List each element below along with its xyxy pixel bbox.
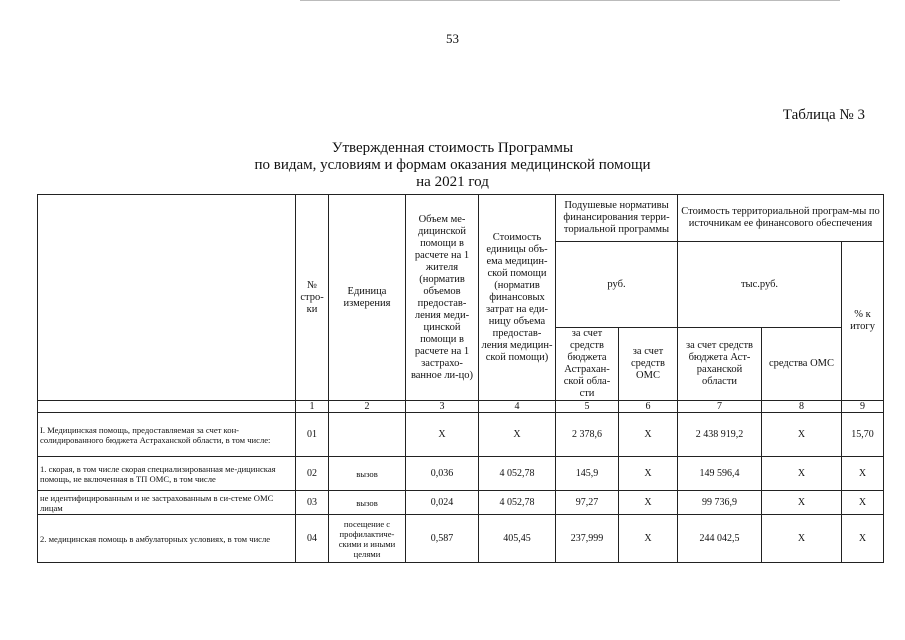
header-per-capita-group: Подушевые нормативы финансирования терри-ториальной программы bbox=[556, 195, 678, 242]
header-unit: Единица измерения bbox=[329, 195, 406, 401]
header-budget-rub: за счет средств бюджета Астрахан-ской обла-сти bbox=[556, 328, 619, 401]
table-row bbox=[38, 413, 884, 457]
row-budget-rub: 97,27 bbox=[556, 491, 619, 515]
table-row bbox=[38, 491, 884, 515]
row-oms-thous: Х bbox=[762, 413, 842, 457]
row-percent: Х bbox=[842, 515, 884, 563]
column-number: 8 bbox=[762, 401, 842, 413]
header-row-1 bbox=[38, 195, 884, 242]
header-unit-cost: Стоимость единицы объ-ема медицин-ской помощи (норматив финансовых затрат на еди-ницу объема предостав-ления медицин-ской помощи) bbox=[479, 195, 556, 401]
row-oms-thous: Х bbox=[762, 515, 842, 563]
top-rule bbox=[300, 0, 840, 1]
column-number-row bbox=[38, 401, 884, 413]
row-unit: вызов bbox=[329, 457, 406, 491]
row-cost: 4 052,78 bbox=[479, 457, 556, 491]
row-budget-thous: 99 736,9 bbox=[678, 491, 762, 515]
row-percent: Х bbox=[842, 457, 884, 491]
column-number-empty bbox=[38, 401, 296, 413]
row-name: 1. скорая, в том числе скорая специализированная ме-дицинская помощь, не включенная в ТП ОМС, в том числе bbox=[38, 457, 296, 491]
header-name-cell bbox=[38, 195, 296, 401]
row-oms-rub: Х bbox=[619, 413, 678, 457]
header-volume: Объем ме-дицинской помощи в расчете на 1 жителя (норматив объемов предостав-ления меди-цинской помощи в расчете на 1 застрахо-ванное ли-цо) bbox=[406, 195, 479, 401]
title-line-3: на 2021 год bbox=[416, 174, 489, 190]
row-budget-thous: 149 596,4 bbox=[678, 457, 762, 491]
header-oms-thous: средства ОМС bbox=[762, 328, 842, 401]
title-line-1: Утвержденная стоимость Программы bbox=[331, 140, 574, 156]
column-number: 7 bbox=[678, 401, 762, 413]
row-volume: Х bbox=[406, 413, 479, 457]
row-oms-rub: Х bbox=[619, 515, 678, 563]
row-cost: 4 052,78 bbox=[479, 491, 556, 515]
title-line-2: по видам, условиям и формам оказания медицинской помощи bbox=[254, 157, 651, 173]
header-budget-thous: за счет средств бюджета Аст-раханской области bbox=[678, 328, 762, 401]
table-row bbox=[38, 515, 884, 563]
row-no: 03 bbox=[296, 491, 329, 515]
column-number: 1 bbox=[296, 401, 329, 413]
column-number: 5 bbox=[556, 401, 619, 413]
header-rub: руб. bbox=[556, 242, 678, 328]
table-row bbox=[38, 457, 884, 491]
header-row-no: № стро-ки bbox=[296, 195, 329, 401]
column-number: 3 bbox=[406, 401, 479, 413]
header-oms-rub: за счет средств ОМС bbox=[619, 328, 678, 401]
row-name: 2. медицинская помощь в амбулаторных условиях, в том числе bbox=[38, 515, 296, 563]
row-no: 02 bbox=[296, 457, 329, 491]
row-oms-thous: Х bbox=[762, 457, 842, 491]
row-volume: 0,024 bbox=[406, 491, 479, 515]
cost-table bbox=[37, 194, 884, 563]
row-percent: 15,70 bbox=[842, 413, 884, 457]
row-volume: 0,036 bbox=[406, 457, 479, 491]
row-unit: вызов bbox=[329, 491, 406, 515]
row-oms-thous: Х bbox=[762, 491, 842, 515]
column-number: 2 bbox=[329, 401, 406, 413]
header-percent: % к итогу bbox=[842, 242, 884, 401]
row-budget-thous: 244 042,5 bbox=[678, 515, 762, 563]
header-cost-group: Стоимость территориальной програм-мы по источникам ее финансового обеспечения bbox=[678, 195, 884, 242]
column-number: 4 bbox=[479, 401, 556, 413]
row-no: 01 bbox=[296, 413, 329, 457]
row-cost: 405,45 bbox=[479, 515, 556, 563]
row-unit bbox=[329, 413, 406, 457]
row-budget-thous: 2 438 919,2 bbox=[678, 413, 762, 457]
row-name: I. Медицинская помощь, предоставляемая за счет кон-солидированного бюджета Астраханской области, в том числе: bbox=[38, 413, 296, 457]
row-budget-rub: 2 378,6 bbox=[556, 413, 619, 457]
row-no: 04 bbox=[296, 515, 329, 563]
row-budget-rub: 145,9 bbox=[556, 457, 619, 491]
row-unit: посещение с профилактиче-скими и иными целями bbox=[329, 515, 406, 563]
page-number: 53 bbox=[446, 31, 459, 46]
row-cost: Х bbox=[479, 413, 556, 457]
row-volume: 0,587 bbox=[406, 515, 479, 563]
row-name: не идентифицированным и не застрахованным в си-стеме ОМС лицам bbox=[38, 491, 296, 515]
column-number: 9 bbox=[842, 401, 884, 413]
row-oms-rub: Х bbox=[619, 457, 678, 491]
table-label: Таблица № 3 bbox=[782, 107, 865, 123]
row-oms-rub: Х bbox=[619, 491, 678, 515]
document-title bbox=[0, 140, 905, 191]
row-budget-rub: 237,999 bbox=[556, 515, 619, 563]
row-percent: Х bbox=[842, 491, 884, 515]
header-thous-rub: тыс.руб. bbox=[678, 242, 842, 328]
column-number: 6 bbox=[619, 401, 678, 413]
